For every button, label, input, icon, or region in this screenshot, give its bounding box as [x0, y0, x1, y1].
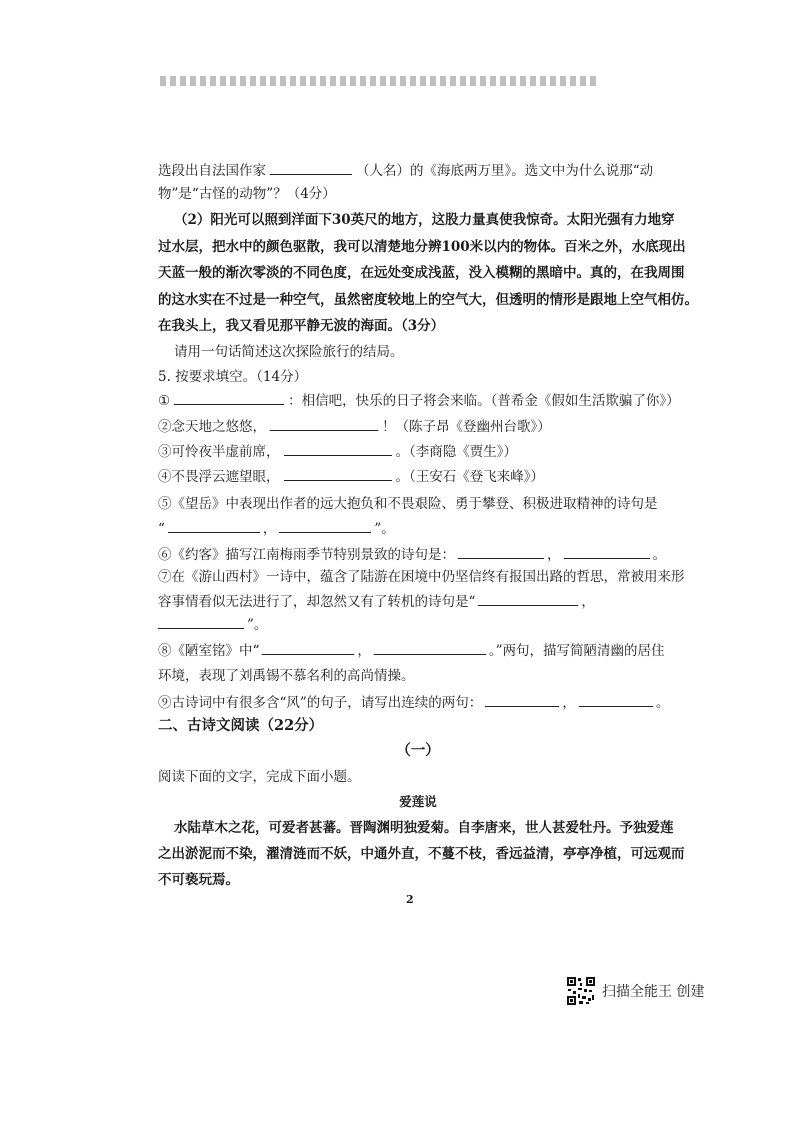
classical-text-line: 之出淤泥而不染，濯清涟而不妖，中通外直，不蔓不枝，香远益清，亭亭净植，可远观而: [158, 846, 685, 862]
scanned-header-strip: [160, 76, 600, 86]
passage-line: 在我头上，我又看见那平静无波的海面。（3分）: [158, 318, 445, 334]
fill-line-6: ⑥《约客》描写江南梅雨季节特别景致的诗句是： ， 。: [158, 544, 678, 565]
fill-line-7: ⑦在《游山西村》一诗中，蕴含了陆游在困境中仍坚信终有报国出路的哲思，常被用来形: [158, 569, 685, 585]
answer-blank[interactable]: [284, 441, 392, 456]
subsection-heading: （一）: [396, 742, 440, 759]
passage-line: 天蓝一般的渐次零淡的不同色度，在远处变成浅蓝，没入模糊的黑暗中。真的，在我周围: [158, 265, 685, 281]
answer-blank[interactable]: [485, 692, 559, 707]
fill-line-9: ⑨古诗词中有很多含“风”的句子，请写出连续的两句： ， 。: [158, 692, 678, 713]
scanner-watermark: [566, 974, 704, 1008]
answer-blank[interactable]: [564, 544, 650, 559]
section-heading: 二、古诗文阅读（22分）: [158, 717, 324, 734]
fill-line-7-cont: 容事情看似无法进行了，却忽然又有了转机的诗句是“ ，: [158, 591, 678, 612]
fill-line-5-blanks: “ ， ”。: [158, 518, 678, 539]
fill-line-8-cont: 环境，表现了刘禹锡不慕名利的高尚情操。: [158, 668, 415, 684]
passage-line: 的这水实在不过是一种空气，虽然密度较地上的空气大，但透明的情形是跟地上空气相仿。: [158, 292, 698, 308]
answer-blank[interactable]: [279, 518, 371, 533]
text-line: 物”是“古怪的动物”？（4分）: [158, 186, 336, 202]
answer-blank[interactable]: [168, 518, 260, 533]
classical-text-line: 不可亵玩焉。: [158, 872, 239, 888]
fill-line-4: ④不畏浮云遮望眼， 。（王安石《登飞来峰》）: [158, 466, 678, 487]
fill-line-8: ⑧《陋室铭》中“ ， 。”两句，描写简陋清幽的居住: [158, 640, 678, 661]
question-title: 5. 按要求填空。（14分）: [158, 369, 308, 385]
fill-line-2: ②念天地之悠悠， ！（陈子昂《登幽州台歌》）: [158, 416, 678, 437]
passage-line: （2）阳光可以照到洋面下30英尺的地方，这股力量真使我惊奇。太阳光强有力地穿: [174, 212, 675, 228]
answer-blank[interactable]: [458, 544, 544, 559]
fill-line-7-end: ”。: [158, 614, 678, 635]
classical-text-line: 水陆草木之花，可爱者甚蕃。晋陶渊明独爱菊。自李唐来，世人甚爱牡丹。予独爱莲: [174, 820, 674, 836]
passage-line: 过水层，把水中的颜色驱散，我可以清楚地分辨100米以内的物体。百米之外，水底现出: [158, 239, 686, 255]
answer-blank[interactable]: [579, 692, 653, 707]
answer-blank[interactable]: [158, 614, 244, 629]
answer-blank[interactable]: [374, 640, 486, 655]
answer-blank[interactable]: [270, 160, 352, 175]
answer-blank[interactable]: [478, 591, 578, 606]
answer-blank[interactable]: [284, 466, 392, 481]
answer-blank[interactable]: [174, 390, 284, 405]
fill-line-1: ① ：相信吧，快乐的日子将会来临。（普希金《假如生活欺骗了你》）: [158, 390, 678, 411]
watermark-text: 扫描全能王 创建: [602, 984, 705, 1000]
answer-blank[interactable]: [262, 640, 354, 655]
qr-code-icon: [566, 976, 596, 1006]
instruction-line: 阅读下面的文字，完成下面小题。: [158, 769, 361, 785]
fill-line-5: ⑤《望岳》中表现出作者的远大抱负和不畏艰险、勇于攀登、积极进取精神的诗句是: [158, 496, 658, 512]
question-line: 请用一句话简述这次探险旅行的结局。: [174, 344, 404, 360]
fill-line-3: ③可怜夜半虚前席， 。（李商隐《贾生》）: [158, 441, 678, 462]
answer-blank[interactable]: [270, 416, 378, 431]
text-line: 选段出自法国作家 （人名）的《海底两万里》。选文中为什么说那“动: [158, 160, 678, 181]
poem-title: 爱莲说: [399, 794, 437, 809]
page-number: 2: [406, 893, 414, 906]
